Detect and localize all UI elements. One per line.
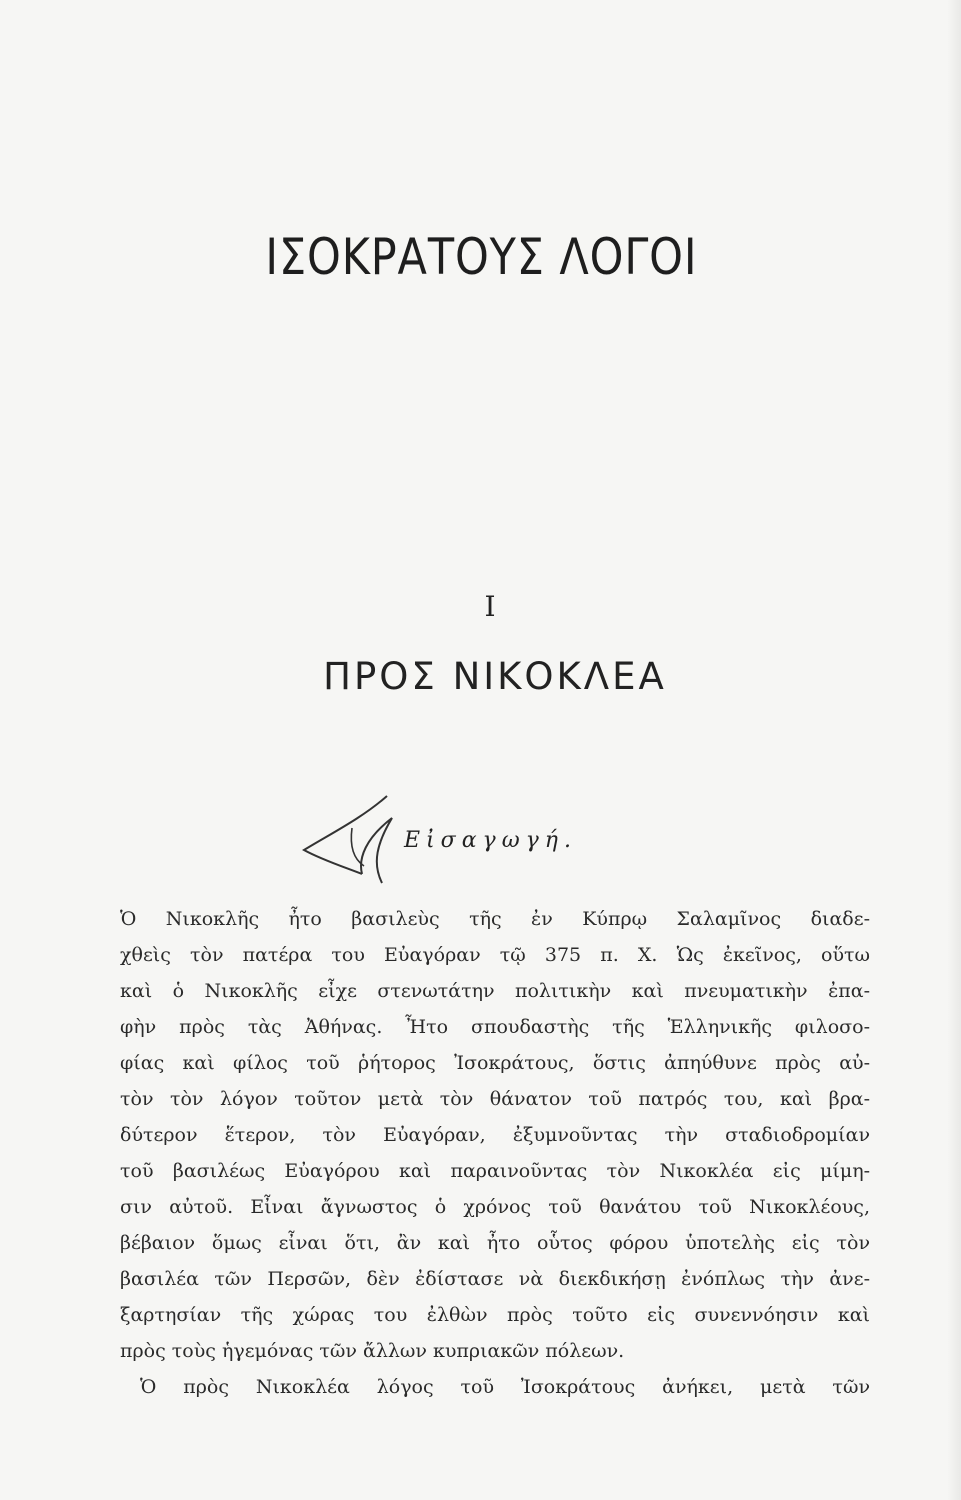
body-line: τοῦ βασιλέως Εὐαγόρου καὶ παραινοῦντας τὸν Νικοκλέα εἰς μίμη- [120,1160,870,1182]
body-line: φίας καὶ φίλος τοῦ ῥήτορος Ἰσοκράτους, ὅστις ἀπηύθυνε πρὸς αὐ- [120,1052,870,1074]
body-line: χθεὶς τὸν πατέρα του Εὐαγόραν τῷ 375 π. Χ. Ὡς ἐκεῖνος, οὕτω [120,944,870,966]
chapter-title: ΠΡΟΣ ΝΙΚΟΚΛΕΑ [323,655,667,698]
body-line: καὶ ὁ Νικοκλῆς εἶχε στενωτάτην πολιτικὴν καὶ πνευματικὴν ἐπα- [120,980,870,1002]
body-line: φὴν πρὸς τὰς Ἀθήνας. Ἦτο σπουδαστὴς τῆς Ἑλληνικῆς φιλοσο- [120,1016,870,1038]
body-line: σιν αὐτοῦ. Εἶναι ἄγνωστος ὁ χρόνος τοῦ θανάτου τοῦ Νικοκλέους, [120,1196,870,1218]
body-line: βέβαιον ὅμως εἶναι ὅτι, ἂν καὶ ἦτο οὗτος φόρου ὑποτελὴς εἰς τὸν [120,1232,870,1254]
body-line: πρὸς τοὺς ἡγεμόνας τῶν ἄλλων κυπριακῶν πόλεων. [120,1340,625,1362]
body-line: βασιλέα τῶν Περσῶν, δὲν ἐδίστασε νὰ διεκδικήσῃ ἐνόπλως τὴν ἀνε- [120,1268,870,1290]
body-line: ξαρτησίαν τῆς χώρας του ἐλθὼν πρὸς τοῦτο εἰς συνεννόησιν καὶ [120,1304,870,1326]
body-line: Ὁ Νικοκλῆς ἦτο βασιλεὺς τῆς ἐν Κύπρῳ Σαλαμῖνος διαδε- [120,908,870,930]
chapter-number: Ι [484,590,496,623]
handwritten-signature [292,788,422,898]
book-title: ΙΣΟΚΡΑΤΟΥΣ ΛΟΓΟΙ [265,228,698,286]
page-edge-shadow [947,0,961,1500]
body-line: δύτερον ἕτερον, τὸν Εὐαγόραν, ἐξυμνοῦντας τὴν σταδιοδρομίαν [120,1124,870,1146]
introduction-heading: Εἰσαγωγή. [404,828,577,853]
body-line: τὸν τὸν λόγον τοῦτον μετὰ τὸν θάνατον τοῦ πατρός του, καὶ βρα- [120,1088,870,1110]
body-line: Ὁ πρὸς Νικοκλέα λόγος τοῦ Ἰσοκράτους ἀνήκει, μετὰ τῶν [140,1376,870,1398]
